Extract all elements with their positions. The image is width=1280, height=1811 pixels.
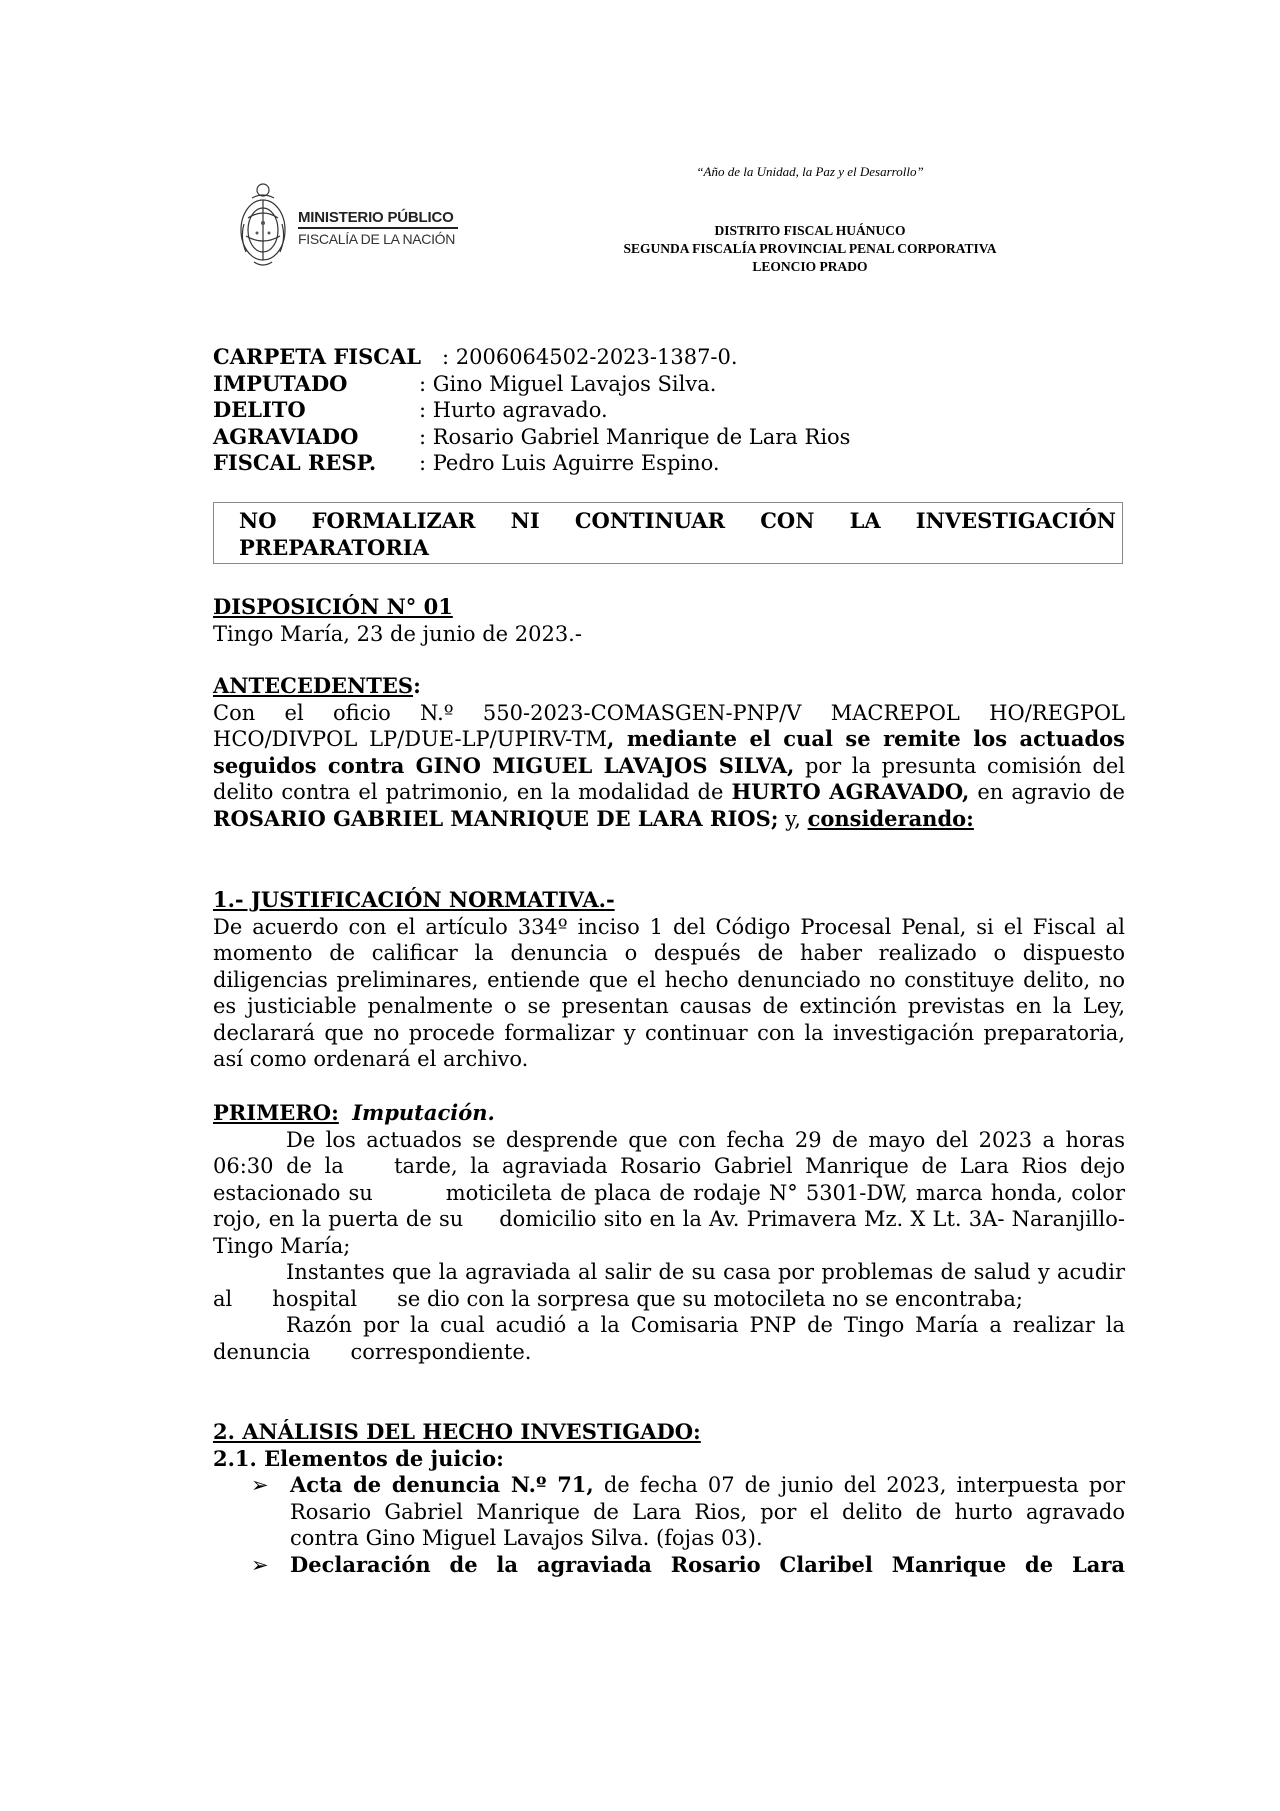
arrow-bullet-icon: ➢ <box>251 1473 269 1497</box>
case-value: : Rosario Gabriel Manrique de Lara Rios <box>419 424 851 449</box>
arrow-bullet-icon: ➢ <box>251 1552 269 1577</box>
section-1-text: De acuerdo con el artículo 334º inciso 1 del Código Procesal Penal, si el Fiscal al momento de calificar la denuncia o después de haber realizado o dispuesto diligencias preliminares, entiende que el hecho denunciado no constituye delito, no es justiciable penalmente o se presentan causas de extinción previstas en la Ley, declarará que no procede formalizar y continuar con la investigación preparatoria, así como ordenará el archivo. <box>213 914 1125 1071</box>
case-value: : Hurto agravado. <box>419 398 608 422</box>
antecedentes-section <box>213 673 1125 832</box>
case-details <box>213 344 1125 477</box>
office-line-1: DISTRITO FISCAL HUÁNUCO <box>714 223 906 238</box>
resolution-word: LA <box>849 508 881 533</box>
resolution-word: CONTINUAR <box>574 508 726 533</box>
office-header <box>520 222 1100 276</box>
antecedentes-text: Con el oficio N.º 550-2023-COMASGEN-PNP/V MACREPOL HO/REGPOL HCO/DIVPOL LP/DUE-LP/UPIRV-TM, mediante el cual se remite los actuados seguidos contra GINO MIGUEL LAVAJOS SILVA, por la presunta comisión del delito contra el patrimonio, en la modalidad de HURTO AGRAVADO, en agravio de ROSARIO GABRIEL MANRIQUE DE LARA RIOS; y, considerando: <box>213 700 1125 831</box>
case-label: AGRAVIADO <box>213 423 359 449</box>
resolution-word: INVESTIGACIÓN <box>915 508 1116 533</box>
resolution-line-1 <box>239 507 1116 534</box>
resolution-word: FORMALIZAR <box>311 508 476 533</box>
coat-of-arms-icon <box>232 178 294 270</box>
section-2-1-heading: 2.1. Elementos de juicio: <box>213 1445 504 1471</box>
resolution-line-2: PREPARATORIA <box>239 535 429 560</box>
logo-line-2: FISCALÍA DE LA NACIÓN <box>298 231 456 247</box>
year-motto: “Año de la Unidad, la Paz y el Desarrollo” <box>696 164 924 179</box>
ministerio-publico-logo <box>232 178 472 270</box>
imputation-paragraph-2: Instantes que la agraviada al salir de su casa por problemas de salud y acudir al hospital se dio con la sorpresa que su motocileta no se encontraba; <box>213 1260 1132 1311</box>
case-value: : 2006064502-2023-1387-0. <box>442 345 738 369</box>
case-label: FISCAL RESP. <box>213 450 377 475</box>
case-row <box>213 424 1125 451</box>
case-row <box>213 397 1125 424</box>
evidence-item: ➢ Acta de denuncia N.º 71, de fecha 07 de junio del 2023, interpuesta por Rosario Gabriel Manrique de Lara Rios, por el delito de hurto agravado contra Gino Miguel Lavajos Silva. (fojas 03). <box>251 1472 1125 1550</box>
evidence-item: ➢ Declaración de la agraviada Rosario Claribel Manrique de Lara <box>251 1551 1125 1577</box>
resolution-word: NI <box>510 508 540 533</box>
logo-text <box>298 210 458 247</box>
office-line-2: SEGUNDA FISCALÍA PROVINCIAL PENAL CORPORATIVA <box>623 241 997 256</box>
section-1-heading: 1.- JUSTIFICACIÓN NORMATIVA.- <box>213 887 615 912</box>
office-line-3: LEONCIO PRADO <box>752 259 868 274</box>
resolution-box <box>213 502 1123 564</box>
case-row <box>213 371 1125 398</box>
case-label: DELITO <box>213 397 306 422</box>
case-label: CARPETA FISCAL <box>213 344 422 369</box>
disposition <box>213 594 1125 647</box>
analisis-section <box>213 1419 1125 1578</box>
imputation-paragraph-3: Razón por la cual acudió a la Comisaria PNP de Tingo María a realizar la denuncia correspondiente. <box>213 1313 1132 1364</box>
section-2-heading: 2. ANÁLISIS DEL HECHO INVESTIGADO: <box>213 1419 701 1444</box>
case-row <box>213 344 1125 371</box>
case-value: : Pedro Luis Aguirre Espino. <box>419 451 720 475</box>
case-row <box>213 450 1125 477</box>
resolution-word: CON <box>760 508 815 533</box>
resolution-word: NO <box>239 508 277 533</box>
case-value: : Gino Miguel Lavajos Silva. <box>419 371 717 396</box>
primero-section <box>213 1100 1132 1365</box>
imputation-paragraph-1: De los actuados se desprende que con fecha 29 de mayo del 2023 a horas 06:30 de la tarde, la agraviada Rosario Gabriel Manrique de Lara Rios dejo estacionado su moticileta de placa de rodaje N° 5301-DW, marca honda, color rojo, en la puerta de su domicilio sito en la Av. Primavera Mz. X Lt. 3A- Naranjillo- Tingo María; <box>213 1127 1132 1258</box>
case-label: IMPUTADO <box>213 370 348 396</box>
disposition-title: DISPOSICIÓN N° 01 <box>213 594 453 619</box>
antecedentes-heading: ANTECEDENTES: <box>213 673 421 698</box>
justificacion-section <box>213 887 1125 1073</box>
logo-line-1: MINISTERIO PÚBLICO <box>298 209 454 226</box>
place-date: Tingo María, 23 de junio de 2023.- <box>213 621 582 646</box>
primero-heading: PRIMERO: Imputación. <box>213 1100 495 1125</box>
logo-rule <box>298 227 458 229</box>
